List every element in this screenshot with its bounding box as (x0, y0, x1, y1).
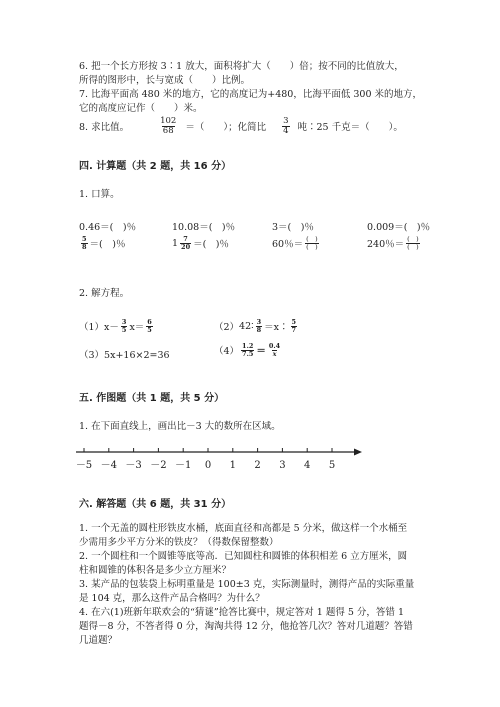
q8-line (79, 117, 403, 135)
calc-r1c4: 0.009＝( )％ (367, 222, 431, 233)
s6-p2-line2: 柱和圆锥的体积各是多少立方厘米？ (79, 565, 232, 576)
equation-3: （3）5x+16×2=36 (79, 350, 170, 361)
eq4-frac1-num: 1.2 (242, 342, 254, 350)
number-line-tick-label: －1 (175, 460, 192, 471)
calc-r2c1-num: 5 (82, 235, 87, 243)
section5-q1: 1. 在下面直线上，画出比－3 大的数所在区域。 (79, 421, 281, 432)
calc-r2c1-fraction (81, 236, 88, 250)
calc-r1c2: 10.08＝( )％ (172, 222, 236, 233)
eq4-frac2-den: x (272, 349, 277, 358)
calc-r2c4-pre: 240％＝ (367, 239, 405, 250)
q8-frac1-num: 102 (160, 116, 177, 126)
calc-r2c1-den: 8 (82, 242, 87, 251)
number-line-tick-label: 2 (254, 460, 261, 471)
eq2-frac1-num: 3 (256, 318, 262, 326)
eq2-frac1 (256, 319, 263, 333)
calc-r2c3-pre: 60％＝ (272, 239, 304, 250)
eq1-frac2 (146, 319, 153, 333)
eq2-mid: ＝x∶ (264, 322, 289, 333)
eq1-frac1-den: 5 (121, 325, 127, 334)
number-line-tick-label: 5 (328, 460, 336, 471)
q8-frac2-num: 3 (283, 116, 289, 126)
equation-4 (214, 343, 283, 357)
calc-r2c2-whole: 1 (172, 237, 179, 249)
eq1-mid: x＝ (129, 322, 145, 333)
section6-title: 六. 解答题（共 6 题，共 31 分） (79, 499, 232, 510)
s6-p1-line2: 少需用多少平方分米的铁皮？（得数保留整数） (79, 537, 279, 548)
s6-p3-line1: 3. 某产品的包装袋上标明重量是 100±3 克，实际测量时，测得产品的实际重量 (79, 579, 415, 590)
calc-r2c2-num: 7 (183, 235, 188, 243)
section4-title: 四. 计算题（共 2 题，共 16 分） (79, 161, 232, 172)
section5-title: 五. 作图题（共 1 题，共 5 分） (79, 393, 225, 404)
q8-suffix: 吨∶25 千克＝（ ）。 (297, 122, 403, 133)
section4-q1-label: 1. 口算。 (79, 189, 120, 200)
q8-fraction-1 (159, 117, 177, 135)
s6-p4-line2: 题得－8 分，不答者得 0 分，淘淘共得 12 分，他抢答几次？答对几道题？答错 (79, 621, 413, 632)
q6-line2: 所得的图形中，长与宽成（ ）比例。 (79, 75, 251, 86)
calc-r2c4-fraction (406, 236, 420, 250)
eq1-frac2-num: 6 (147, 318, 152, 326)
eq2-label: （2） (214, 322, 240, 333)
number-line-tick-label: －4 (100, 460, 117, 471)
eq2-frac2-den: 7 (291, 325, 297, 334)
section4-q2-label: 2. 解方程。 (79, 288, 130, 299)
q7-line1: 7. 比海平面高 480 米的地方，它的高度记为+480，比海平面低 300 米的地方， (79, 89, 423, 100)
calc-r2c2-fraction (180, 236, 191, 250)
number-line-tick-label: －2 (150, 460, 167, 471)
q8-fraction-2 (282, 117, 289, 135)
s6-p2-line1: 2. 一个圆柱和一个圆锥等底等高．已知圆柱和圆锥的体积相差 6 立方厘米，圆 (79, 551, 408, 562)
number-line-tick-label: －3 (125, 460, 142, 471)
calc-r2c2-rest: ＝( )％ (193, 239, 230, 250)
s6-p1-line1: 1. 一个无盖的圆柱形铁皮水桶，底面直径和高都是 5 分米，做这样一个水桶至 (79, 523, 408, 534)
eq1-frac2-den: 5 (147, 325, 152, 334)
eq1-frac1 (121, 319, 128, 333)
number-line-arrow (354, 449, 362, 456)
eq2-frac2 (291, 319, 298, 333)
eq1-pre: x－ (104, 322, 119, 333)
eq2-frac1-den: 8 (256, 325, 262, 334)
eq4-frac2 (268, 343, 281, 357)
q7-line2: 它的高度应记作（ ）米。 (79, 103, 203, 114)
eq1-label: （1） (79, 322, 105, 333)
q8-frac1-den: 68 (162, 125, 174, 136)
number-line-tick-label: 3 (279, 460, 286, 471)
calc-r2c3-den: ( ) (306, 242, 318, 251)
s6-p4-line3: 几道题？ (79, 635, 118, 646)
calc-r2c2-den: 20 (181, 242, 191, 251)
calc-r2c4 (367, 236, 422, 250)
eq1-frac1-num: 3 (121, 318, 127, 326)
number-line (70, 440, 370, 476)
calc-r2c1-rest: ＝( )％ (89, 239, 126, 250)
calc-r2c3-num: ( ) (306, 235, 318, 243)
q8-prefix: 8. 求比值。 (79, 122, 130, 133)
calc-r2c4-den: ( ) (407, 242, 419, 251)
calc-r2c1 (79, 236, 125, 250)
calc-r1c3: 3＝( )％ (272, 222, 314, 233)
number-line-tick-label: －5 (75, 460, 93, 471)
s6-p3-line2: 是 104 克，那么这件产品合格吗？为什么？ (79, 593, 265, 604)
eq4-frac2-num: 0.4 (268, 342, 281, 350)
q8-mid: ＝（ ）；化简比 (185, 122, 267, 133)
number-line-tick-label: 0 (204, 460, 212, 471)
s6-p4-line1: 4. 在六(1)班新年联欢会的“猜谜”抢答比赛中，规定答对 1 题得 5 分，答错 1 (79, 607, 404, 618)
calc-r2c3 (272, 236, 321, 250)
calc-r2c4-num: ( ) (407, 235, 419, 243)
calc-r2c2 (172, 236, 229, 250)
eq2-pre: 42∶ (239, 320, 254, 332)
eq2-frac2-num: 5 (291, 318, 297, 326)
equation-2 (214, 319, 299, 333)
eq4-frac1 (241, 343, 254, 357)
eq4-label: （4） (214, 346, 240, 357)
calc-r2c3-fraction (305, 236, 319, 250)
q6-line1: 6. 把一个长方形按 3∶1 放大，面积将扩大（ ）倍；按不同的比值放大， (79, 61, 404, 72)
eq4-mid: ＝ (256, 346, 266, 357)
q8-frac2-den: 4 (283, 125, 289, 136)
number-line-tick-label: 4 (304, 460, 311, 471)
calc-r1c1: 0.46＝( )％ (79, 222, 137, 233)
equation-1 (79, 319, 155, 333)
number-line-tick-label: 1 (229, 460, 236, 471)
eq4-frac1-den: 7.5 (242, 349, 254, 358)
